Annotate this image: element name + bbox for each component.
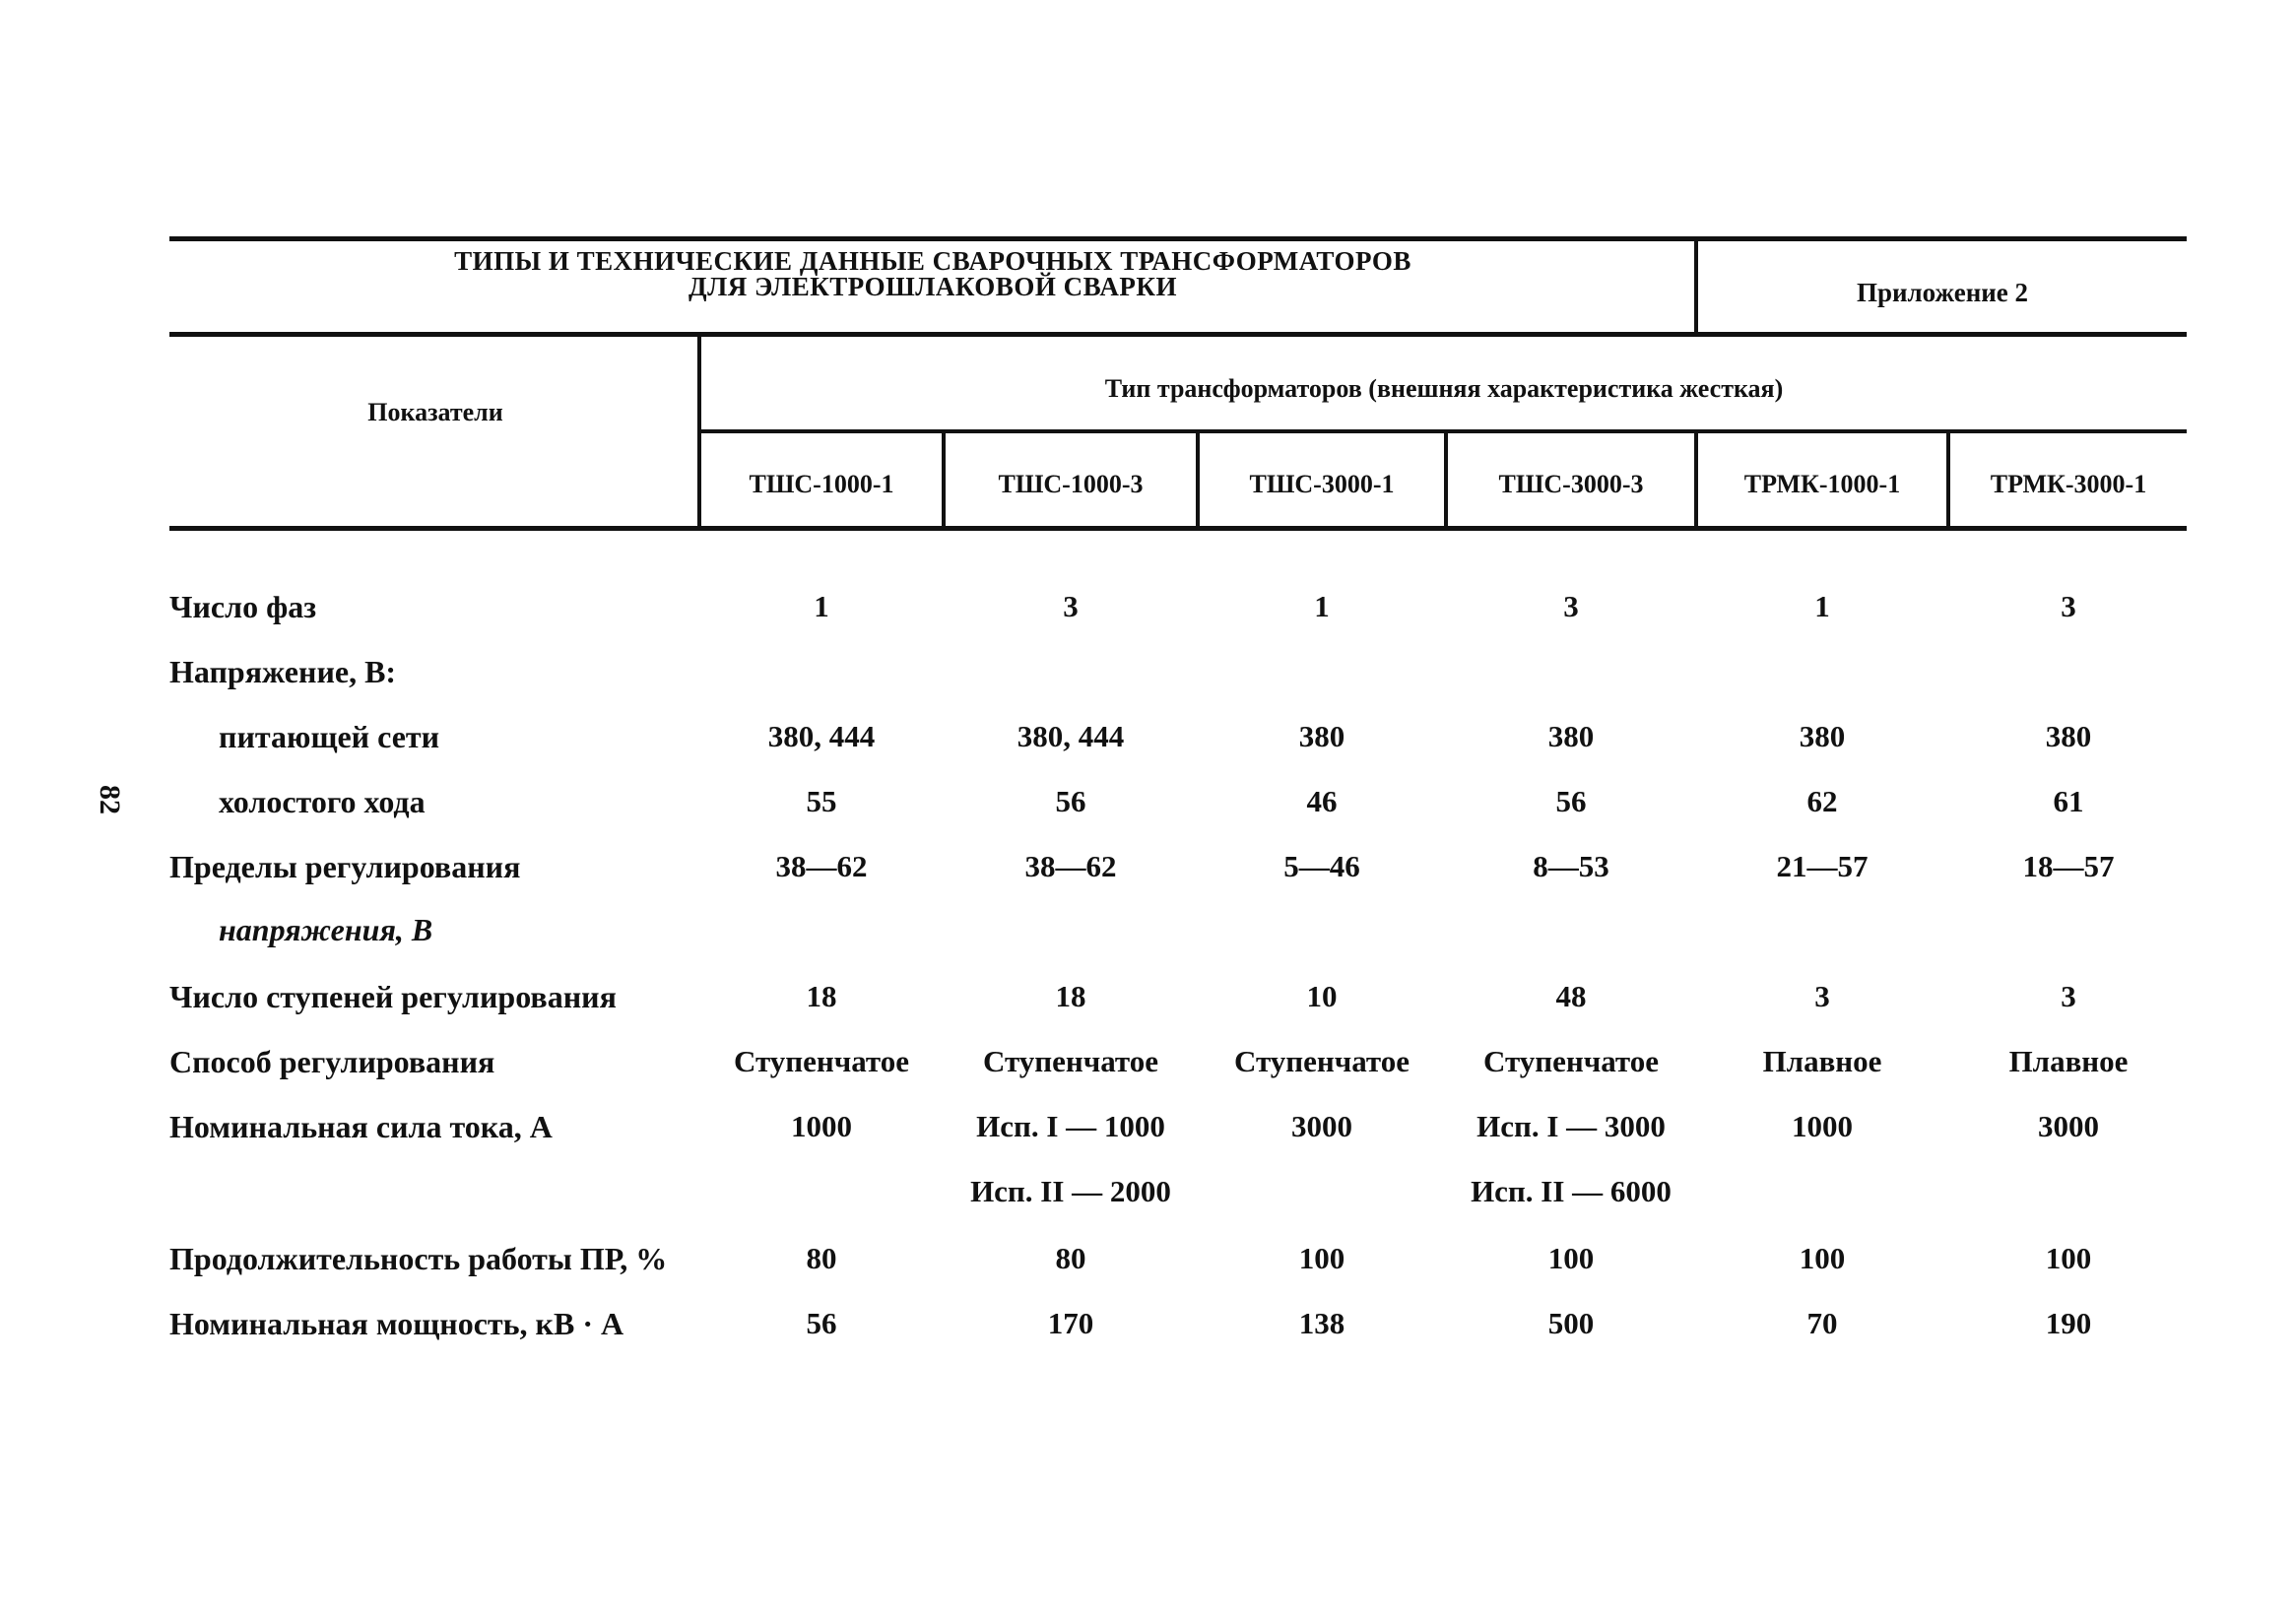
cell-supply-voltage: 380 [1547,719,1595,753]
cell-phases: 3 [1563,589,1579,623]
row-label-regulation-steps: Число ступеней регулирования [169,979,617,1014]
cell-no-load-voltage: 55 [806,784,837,818]
row-label-duty-cycle: Продолжительность работы ПР, % [169,1241,668,1276]
page-number: 82 [94,785,126,814]
cell-regulation-steps: 48 [1555,979,1587,1013]
row-label-no-load-voltage: холостого хода [219,784,426,819]
cell-regulation-method: Плавное [2008,1044,2129,1078]
cell-regulation-limits: 21—57 [1776,849,1869,883]
cell-phases: 1 [1814,589,1830,623]
cell-phases: 1 [814,589,829,623]
cell-regulation-steps: 3 [2061,979,2076,1013]
cell-supply-voltage: 380 [1799,719,1846,753]
cell-rated-power: 190 [2045,1306,2092,1340]
cell-rated-power: 70 [1806,1306,1838,1340]
cell-regulation-method: Ступенчатое [982,1044,1159,1078]
table-title-line2: ДЛЯ ЭЛЕКТРОШЛАКОВОЙ СВАРКИ [689,272,1177,301]
cell-supply-voltage: 380, 444 [767,719,876,753]
cell-phases: 3 [1063,589,1079,623]
row-label-phases: Число фаз [169,589,317,624]
cell-duty-cycle: 100 [1298,1241,1345,1275]
cell-no-load-voltage: 56 [1055,784,1086,818]
row-label-regulation-method: Способ регулирования [169,1044,495,1079]
table-title-line1: ТИПЫ И ТЕХНИЧЕСКИЕ ДАННЫЕ СВАРОЧНЫХ ТРАНСФОРМАТОРОВ [454,246,1411,276]
cell-phases: 3 [2061,589,2076,623]
appendix-label: Приложение 2 [1856,278,2029,307]
cell-duty-cycle: 100 [1799,1241,1846,1275]
cell-regulation-limits: 38—62 [775,849,868,883]
cell-regulation-steps: 3 [1814,979,1830,1013]
cell-rated-current: 1000 [791,1109,852,1143]
row-label-rated-current: Номинальная сила тока, А [169,1109,553,1144]
cell-regulation-method: Ступенчатое [733,1044,910,1078]
cell-rated-power: 500 [1547,1306,1595,1340]
cell-regulation-steps: 18 [806,979,837,1013]
cell-regulation-limits: 18—57 [2022,849,2115,883]
cell-regulation-limits: 38—62 [1024,849,1117,883]
cell-regulation-steps: 10 [1306,979,1338,1013]
cell-regulation-method: Ступенчатое [1482,1044,1660,1078]
cell-duty-cycle: 80 [806,1241,837,1275]
cell-rated-current: Исп. I — 1000 [976,1109,1165,1143]
cell-no-load-voltage: 56 [1555,784,1587,818]
cell-supply-voltage: 380, 444 [1017,719,1125,753]
row-label-regulation-limits: Пределы регулирования [169,849,521,884]
transformer-type-header: Тип трансформаторов (внешняя характеристика жесткая) [1104,374,1784,403]
cell-phases: 1 [1314,589,1330,623]
column-header: ТРМК-1000-1 [1743,470,1901,498]
title-bottom-rule [169,332,2187,337]
cell-rated-current: 3000 [1291,1109,1352,1143]
row-label-supply-voltage: питающей сети [219,719,440,754]
column-header: ТШС-1000-3 [998,470,1144,498]
cell-supply-voltage: 380 [2045,719,2092,753]
cell-rated-current: 1000 [1792,1109,1853,1143]
row-label-rated-power: Номинальная мощность, кВ · А [169,1306,624,1341]
cell-rated-power: 138 [1298,1306,1345,1340]
cell-no-load-voltage: 46 [1306,784,1338,818]
cell-duty-cycle: 100 [2045,1241,2092,1275]
cell-rated-current: 3000 [2038,1109,2099,1143]
cell-regulation-steps: 18 [1055,979,1086,1013]
row-label-voltage: Напряжение, В: [169,654,397,689]
cell-no-load-voltage: 61 [2053,784,2084,818]
cell-rated-current-ver2: Исп. II — 6000 [1471,1174,1672,1208]
column-header: ТШС-1000-1 [749,470,894,498]
column-header: ТШС-3000-1 [1249,470,1395,498]
table-title [169,248,1696,299]
row-label-regulation-limits-cont: напряжения, В [219,912,433,947]
header-bottom-rule [169,526,2187,531]
cell-duty-cycle: 100 [1547,1241,1595,1275]
cell-supply-voltage: 380 [1298,719,1345,753]
cell-rated-power: 56 [806,1306,837,1340]
indicators-header: Показатели [367,398,503,426]
column-header: ТРМК-3000-1 [1990,470,2147,498]
cell-duty-cycle: 80 [1055,1241,1086,1275]
cell-regulation-method: Плавное [1762,1044,1882,1078]
column-header: ТШС-3000-3 [1498,470,1644,498]
cell-regulation-limits: 5—46 [1283,849,1360,883]
cell-regulation-method: Ступенчатое [1233,1044,1410,1078]
cell-no-load-voltage: 62 [1806,784,1838,818]
top-rule [169,236,2187,241]
cell-regulation-limits: 8—53 [1533,849,1609,883]
cell-rated-current-ver2: Исп. II — 2000 [970,1174,1171,1208]
cell-rated-power: 170 [1047,1306,1094,1340]
cell-rated-current: Исп. I — 3000 [1476,1109,1666,1143]
